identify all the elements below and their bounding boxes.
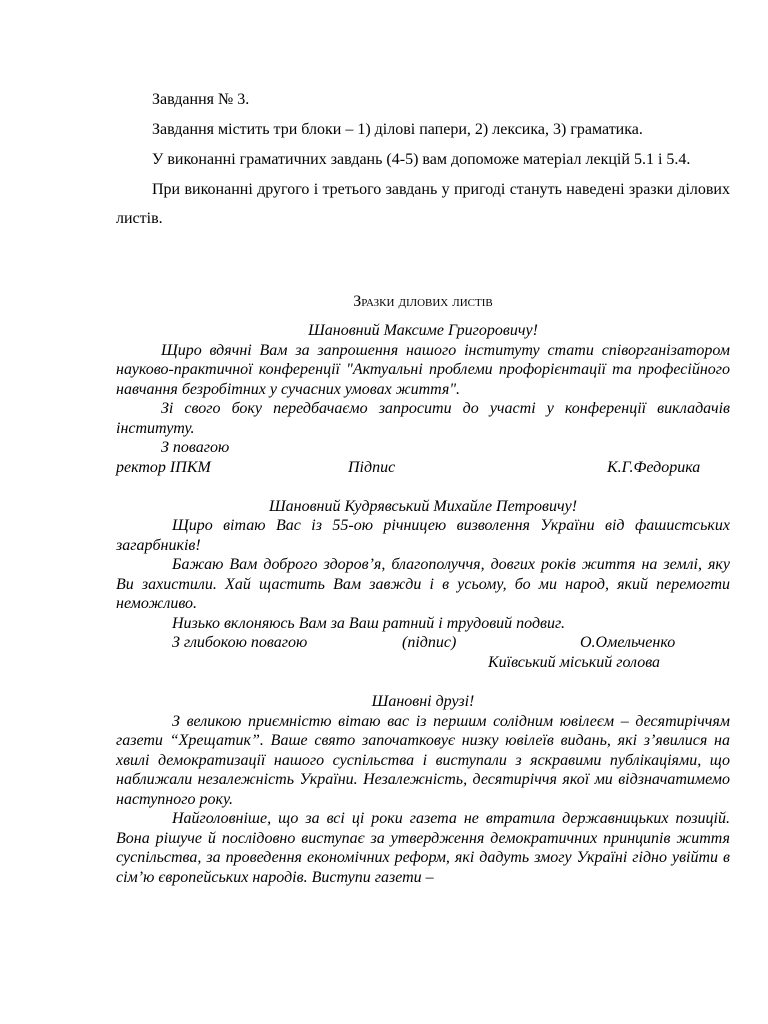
letter2-paragraph: Щиро вітаю Вас із 55-ою річницею визволення України від фашистських загарбників! <box>116 517 730 554</box>
letter1-signature-label: Підпис <box>348 458 396 476</box>
letter1-salutation: Шановний Максиме Григоровичу! <box>308 322 538 339</box>
letter2-signer-title-row <box>116 653 730 673</box>
letter2-signature <box>116 633 730 653</box>
intro-section <box>116 85 730 234</box>
letter3-paragraph: Найголовніше, що за всі ці роки газета не втратила державницьких позицій. Вона рішуче й послідовно виступає за утвердження демократичних принципів життя суспільства, за проведення економічних реформ, які дадуть змогу Україні гідно увійти в сім’ю європейських народів. Виступи газети – <box>116 810 730 886</box>
grammar-note: У виконанні граматичних завдань (4-5) вам допоможе матеріал лекцій 5.1 і 5.4. <box>152 151 691 168</box>
task-description: Завдання містить три блоки – 1) ділові папери, 2) лексика, 3) граматика. <box>152 121 643 138</box>
letter1-signer-position: ректор ІПКМ <box>116 458 211 476</box>
letter2-paragraph: Бажаю Вам доброго здоров’я, благополуччя, довгих років життя на землі, яку Ви захистили. Хай щастить Вам завжди і в усьому, бо ми народ, який перемогти неможливо. <box>116 556 730 612</box>
samples-heading: Зразки ділових листів <box>353 293 493 310</box>
letter1-paragraph: Щиро вдячні Вам за запрошення нашого інституту стати співорганізатором науково-практичної конференції "Актуальні проблеми профорієнтації та професійного навчання безробітних у сучасних умовах життя". <box>116 341 730 398</box>
task-title: Завдання № 3. <box>152 91 250 108</box>
letter3-salutation: Шановні друзі! <box>371 693 475 710</box>
letter1-closing: З повагою <box>161 439 230 456</box>
letter2-paragraph: Низько вклоняюсь Вам за Ваш ратний і трудовий подвиг. <box>172 614 566 632</box>
letter2-signer-name: О.Омельченко <box>580 634 676 651</box>
letter2-salutation: Шановний Кудрявський Михайле Петровичу! <box>268 497 578 515</box>
letters-section <box>116 321 730 887</box>
letter1-paragraph: Зі свого боку передбачаємо запросити до участі у конференції викладачів інституту. <box>116 400 730 437</box>
samples-note: При виконанні другого і третього завдань у пригоді стануть наведені зразки ділових листів. <box>116 181 730 227</box>
letter2-closing: З глибокою повагою <box>172 634 308 651</box>
letter1-signer-name: К.Г.Федорика <box>607 458 701 476</box>
letter2-signer-position: Київський міський голова <box>488 654 661 671</box>
letter3-paragraph: З великою приємністю вітаю вас із першим солідним ювілеєм – десятиріччям газети “Хрещатик”. Ваше свято започатковує низку ювілеїв видань, які з’явилися на хвилі демократизації нашого суспільства і виступали з яскравими публікаціями, що наближали незалежність України. Незалежність, десятиріччя якої ми відзначатимемо наступного року. <box>116 712 730 808</box>
letter1-signature <box>116 458 730 480</box>
letter2-signature-label: (підпис) <box>402 634 457 651</box>
